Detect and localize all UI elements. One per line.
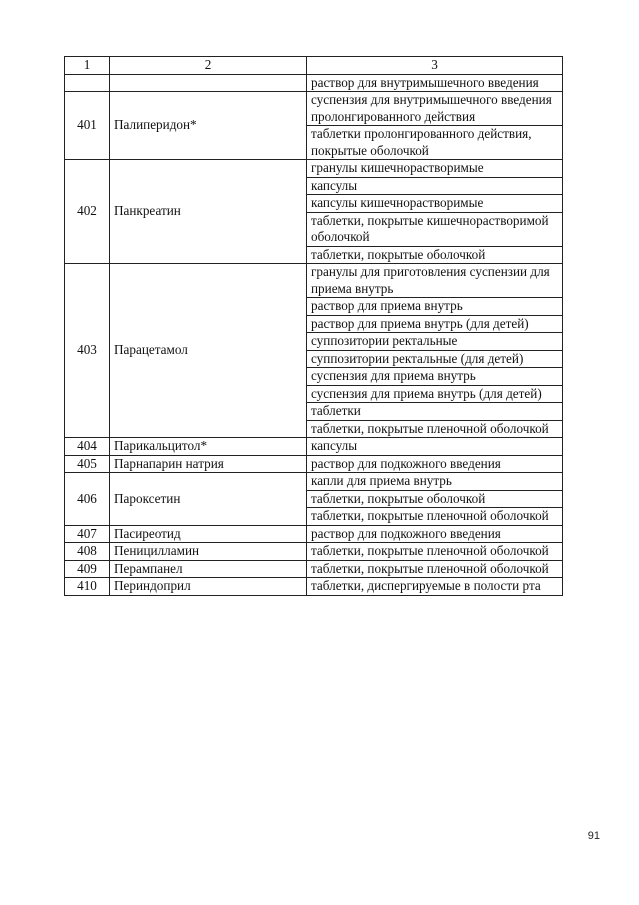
- table-row: [65, 92, 563, 126]
- drug-name: Перампанел: [110, 560, 307, 578]
- drug-number: 408: [65, 543, 110, 561]
- dosage-form: суспензия для внутримышечного введения пролонгированного действия: [307, 92, 563, 126]
- column-header-number: 1: [65, 57, 110, 75]
- table-row: [65, 264, 563, 298]
- drug-number: 401: [65, 92, 110, 160]
- table-row: [65, 455, 563, 473]
- table-header-row: [65, 57, 563, 75]
- drug-name: Пеницилламин: [110, 543, 307, 561]
- table-row: [65, 560, 563, 578]
- drug-number: 405: [65, 455, 110, 473]
- dosage-form: таблетки, диспергируемые в полости рта: [307, 578, 563, 596]
- dosage-form: таблетки, покрытые пленочной оболочкой: [307, 420, 563, 438]
- dosage-form: суспензия для приема внутрь: [307, 368, 563, 386]
- dosage-form: таблетки, покрытые пленочной оболочкой: [307, 560, 563, 578]
- drug-number: 402: [65, 160, 110, 264]
- dosage-form: таблетки пролонгированного действия, покрытые оболочкой: [307, 126, 563, 160]
- dosage-form: таблетки, покрытые пленочной оболочкой: [307, 508, 563, 526]
- drug-number: 407: [65, 525, 110, 543]
- dosage-form: таблетки, покрытые оболочкой: [307, 490, 563, 508]
- dosage-form: капли для приема внутрь: [307, 473, 563, 491]
- dosage-form: раствор для подкожного введения: [307, 525, 563, 543]
- dosage-form: суппозитории ректальные: [307, 333, 563, 351]
- drug-name: Пасиреотид: [110, 525, 307, 543]
- dosage-form: гранулы для приготовления суспензии для приема внутрь: [307, 264, 563, 298]
- table-row: [65, 543, 563, 561]
- dosage-form: капсулы: [307, 177, 563, 195]
- page-number: 91: [587, 830, 600, 842]
- drug-name: Парикальцитол*: [110, 438, 307, 456]
- drug-name: Периндоприл: [110, 578, 307, 596]
- drug-name: Палиперидон*: [110, 92, 307, 160]
- table-row: [65, 438, 563, 456]
- column-header-forms: 3: [307, 57, 563, 75]
- table-row: [65, 578, 563, 596]
- dosage-form: раствор для подкожного введения: [307, 455, 563, 473]
- drug-number: 404: [65, 438, 110, 456]
- dosage-form: таблетки, покрытые кишечнорастворимой оболочкой: [307, 212, 563, 246]
- drug-number: 406: [65, 473, 110, 526]
- drug-name: Парнапарин натрия: [110, 455, 307, 473]
- dosage-form: суппозитории ректальные (для детей): [307, 350, 563, 368]
- drug-number: 409: [65, 560, 110, 578]
- table-row: [65, 74, 563, 92]
- drug-number: [65, 74, 110, 92]
- dosage-form: раствор для внутримышечного введения: [307, 74, 563, 92]
- table-row: [65, 525, 563, 543]
- table-body: [65, 74, 563, 595]
- drug-name: Панкреатин: [110, 160, 307, 264]
- dosage-form: раствор для приема внутрь: [307, 298, 563, 316]
- drug-name: [110, 74, 307, 92]
- dosage-form: капсулы кишечнорастворимые: [307, 195, 563, 213]
- dosage-form: суспензия для приема внутрь (для детей): [307, 385, 563, 403]
- dosage-form: раствор для приема внутрь (для детей): [307, 315, 563, 333]
- medication-table: [64, 56, 563, 596]
- dosage-form: таблетки, покрытые пленочной оболочкой: [307, 543, 563, 561]
- table-row: [65, 473, 563, 491]
- drug-name: Парацетамол: [110, 264, 307, 438]
- dosage-form: капсулы: [307, 438, 563, 456]
- drug-number: 410: [65, 578, 110, 596]
- dosage-form: таблетки, покрытые оболочкой: [307, 246, 563, 264]
- drug-name: Пароксетин: [110, 473, 307, 526]
- dosage-form: гранулы кишечнорастворимые: [307, 160, 563, 178]
- drug-number: 403: [65, 264, 110, 438]
- column-header-name: 2: [110, 57, 307, 75]
- table-row: [65, 160, 563, 178]
- dosage-form: таблетки: [307, 403, 563, 421]
